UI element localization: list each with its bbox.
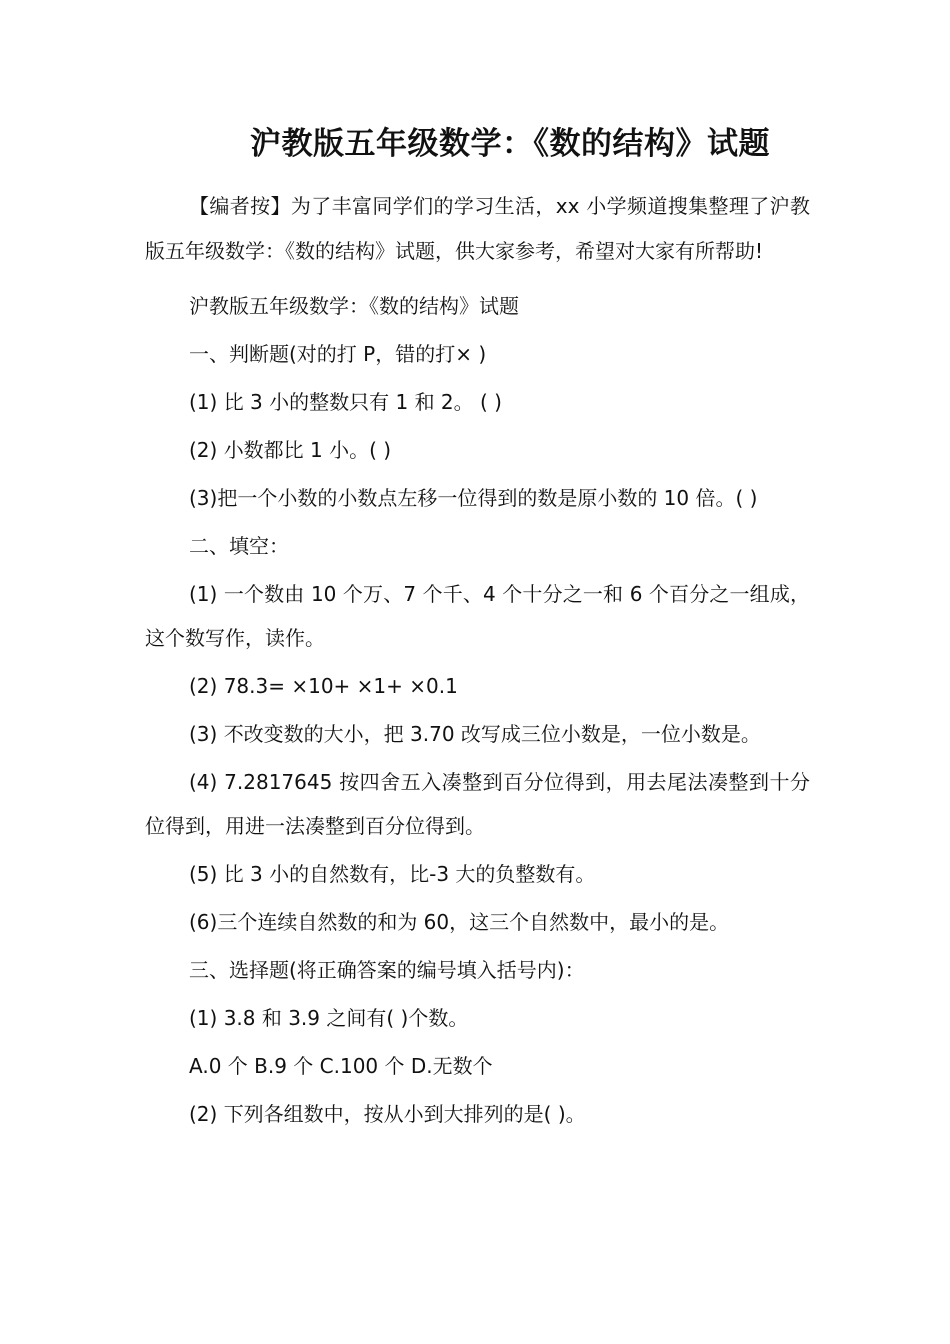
question-paragraph: (2) 下列各组数中，按从小到大排列的是( )。: [189, 1102, 586, 1126]
question-paragraph: (1) 一个数由 10 个万、7 个千、4 个十分之一和 6 个百分之一组成，这个数写作，读作。: [145, 582, 810, 650]
question-paragraph: (5) 比 3 小的自然数有，比-3 大的负整数有。: [189, 862, 596, 886]
question-paragraph: (2) 小数都比 1 小。( ): [189, 438, 392, 462]
question-paragraph: (3) 不改变数的大小，把 3.70 改写成三位小数是，一位小数是。: [189, 722, 761, 746]
answer-options: A.0 个 B.9 个 C.100 个 D.无数个: [189, 1054, 493, 1078]
question-paragraph: (3)把一个小数的小数点左移一位得到的数是原小数的 10 倍。( ): [189, 486, 758, 510]
section-heading-multiple-choice: 三、选择题(将正确答案的编号填入括号内)：: [189, 958, 585, 982]
editor-note-paragraph: 【编者按】为了丰富同学们的学习生活，xx 小学频道搜集整理了沪教版五年级数学：《数的结构》试题，供大家参考，希望对大家有所帮助!: [145, 194, 810, 263]
section-heading-fill-blank: 二、填空：: [189, 534, 289, 558]
question-paragraph: (1) 3.8 和 3.9 之间有( )个数。: [189, 1006, 469, 1030]
question-paragraph: (2) 78.3= ×10+ ×1+ ×0.1: [189, 674, 458, 698]
document-body: [145, 184, 810, 1140]
question-paragraph: (1) 比 3 小的整数只有 1 和 2。 ( ): [189, 390, 502, 414]
section-heading-true-false: 一、判断题(对的打 P，错的打× ): [189, 342, 487, 366]
question-paragraph: (6)三个连续自然数的和为 60，这三个自然数中，最小的是。: [189, 910, 730, 934]
document-title: 沪教版五年级数学：《数的结构》试题: [250, 126, 770, 162]
question-paragraph: (4) 7.2817645 按四舍五入凑整到百分位得到，用去尾法凑整到十分位得到，用进一法凑整到百分位得到。: [145, 770, 810, 838]
subtitle-paragraph: 沪教版五年级数学：《数的结构》试题: [189, 294, 519, 318]
